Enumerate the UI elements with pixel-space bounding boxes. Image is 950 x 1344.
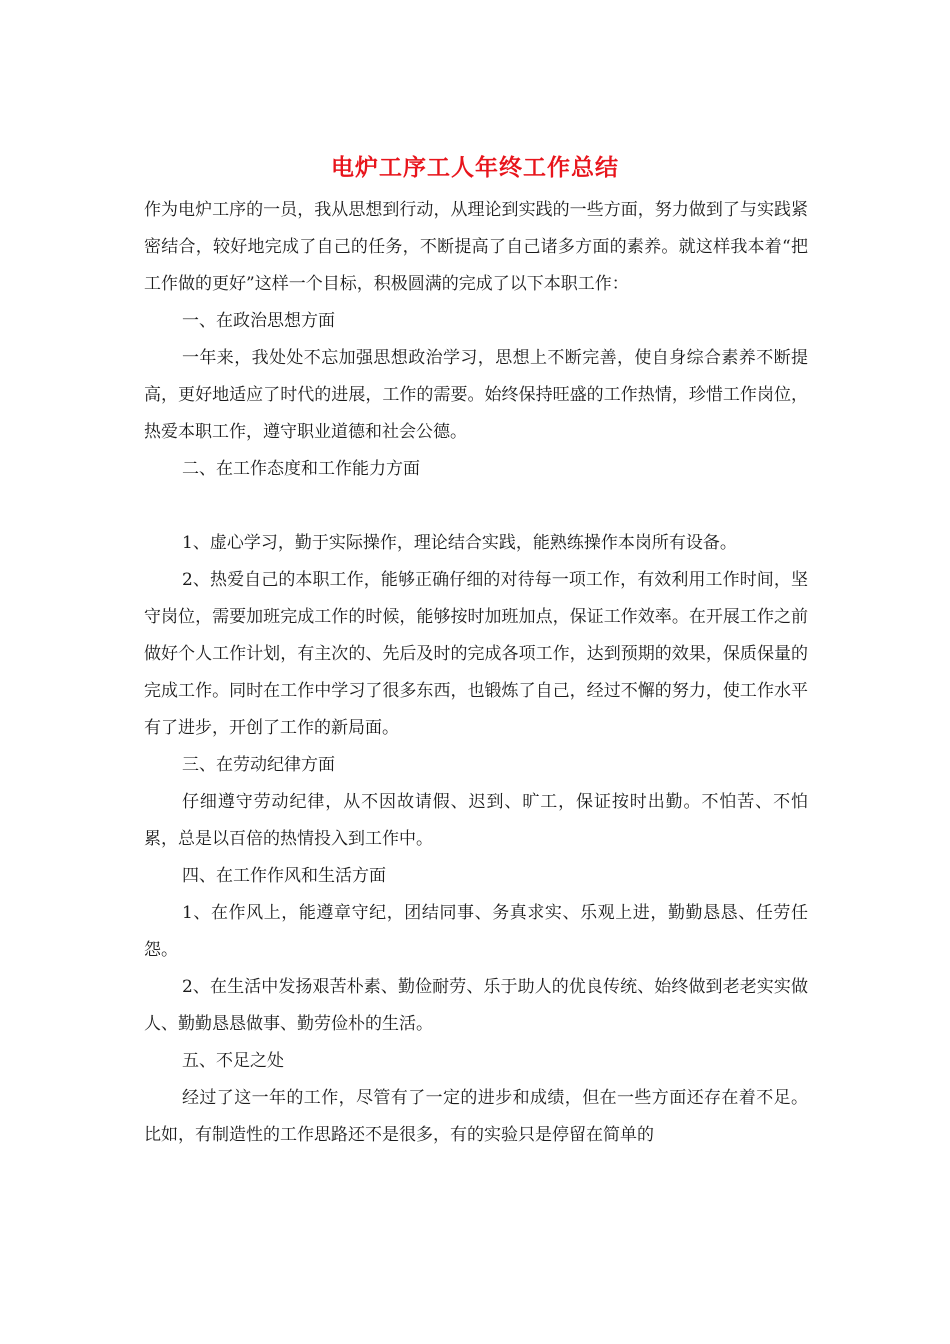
blank-line bbox=[144, 488, 808, 525]
section-paragraph-1: 一年来，我处处不忘加强思想政治学习，思想上不断完善，使自身综合素养不断提高，更好地适应了时代的进展，工作的需要。始终保持旺盛的工作热情，珍惜工作岗位，热爱本职工作，遵守职业道德和社会公德。 bbox=[144, 348, 808, 442]
section-heading-1: 一、在政治思想方面 bbox=[182, 311, 335, 331]
section-heading-5: 五、不足之处 bbox=[182, 1051, 284, 1071]
document-title: 电炉工序工人年终工作总结 bbox=[331, 154, 619, 181]
document-body bbox=[144, 192, 808, 1154]
section-paragraph-2-2: 2、热爱自己的本职工作，能够正确仔细的对待每一项工作，有效利用工作时间，坚守岗位，需要加班完成工作的时候，能够按时加班加点，保证工作效率。在开展工作之前做好个人工作计划，有主次的、先后及时的完成各项工作，达到预期的效果，保质保量的完成工作。同时在工作中学习了很多东西，也锻炼了自己，经过不懈的努力，使工作水平有了进步，开创了工作的新局面。 bbox=[144, 570, 808, 738]
section-paragraph-4-1: 1、在作风上，能遵章守纪，团结同事、务真求实、乐观上进，勤勤恳恳、任劳任怨。 bbox=[144, 903, 808, 960]
section-heading-2: 二、在工作态度和工作能力方面 bbox=[182, 459, 420, 479]
section-heading-3: 三、在劳动纪律方面 bbox=[182, 755, 335, 775]
section-paragraph-4-2: 2、在生活中发扬艰苦朴素、勤俭耐劳、乐于助人的优良传统、始终做到老老实实做人、勤勤恳恳做事、勤劳俭朴的生活。 bbox=[144, 977, 808, 1034]
intro-paragraph: 作为电炉工序的一员，我从思想到行动，从理论到实践的一些方面，努力做到了与实践紧密结合，较好地完成了自己的任务，不断提高了自己诸多方面的素养。就这样我本着“把工作做的更好”这样一个目标，积极圆满的完成了以下本职工作： bbox=[144, 200, 808, 294]
section-paragraph-3: 仔细遵守劳动纪律，从不因故请假、迟到、旷工，保证按时出勤。不怕苦、不怕累，总是以百倍的热情投入到工作中。 bbox=[144, 792, 808, 849]
section-paragraph-5: 经过了这一年的工作，尽管有了一定的进步和成绩，但在一些方面还存在着不足。比如，有制造性的工作思路还不是很多，有的实验只是停留在简单的 bbox=[144, 1088, 808, 1145]
section-paragraph-2-1: 1、虚心学习，勤于实际操作，理论结合实践，能熟练操作本岗所有设备。 bbox=[182, 533, 737, 553]
section-heading-4: 四、在工作作风和生活方面 bbox=[182, 866, 386, 886]
